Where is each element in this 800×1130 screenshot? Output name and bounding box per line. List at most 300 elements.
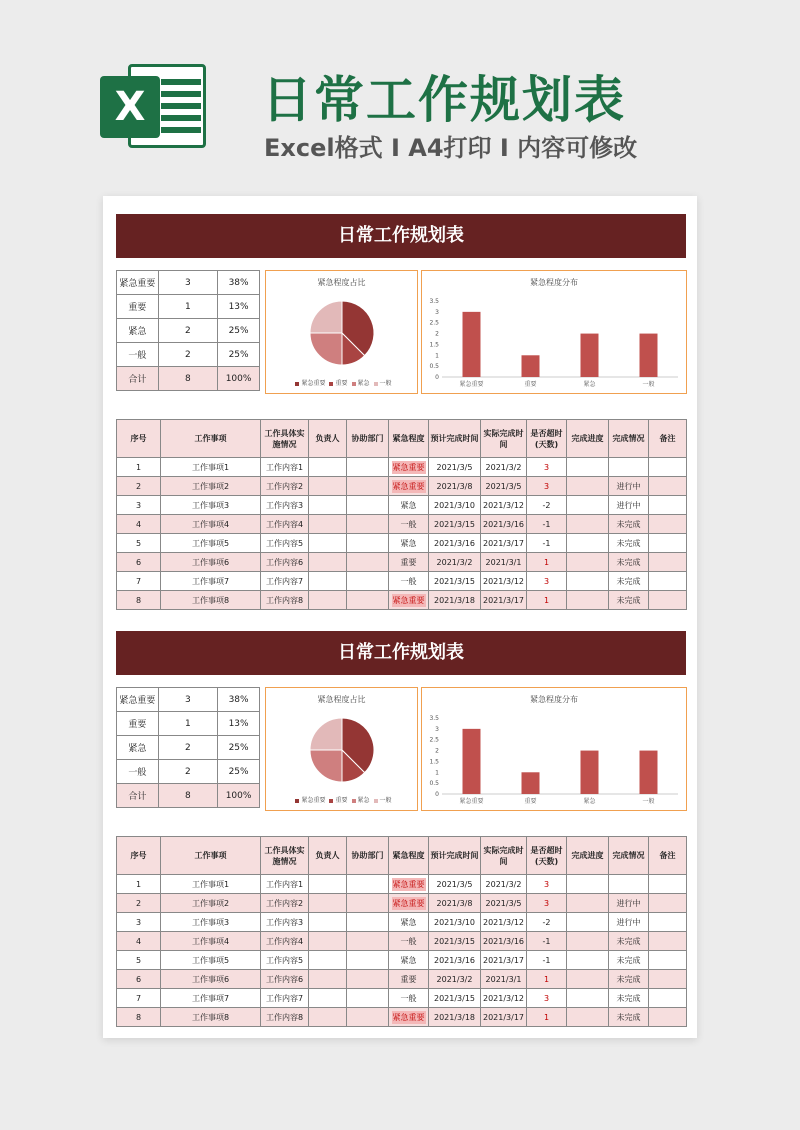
- cell-content[interactable]: 工作内容8: [261, 1008, 309, 1027]
- x-tick-label: 紧急重要: [459, 381, 484, 388]
- cell-over[interactable]: 1: [527, 591, 567, 610]
- cell-content[interactable]: 工作内容4: [261, 932, 309, 951]
- cell-item[interactable]: 工作事项5: [161, 534, 261, 553]
- cell-note[interactable]: [649, 477, 687, 496]
- cell-status[interactable]: 进行中: [609, 477, 649, 496]
- column-header: 紧急程度: [389, 837, 429, 875]
- cell-plan[interactable]: 2021/3/16: [429, 534, 481, 553]
- cell-owner[interactable]: [309, 496, 347, 515]
- cell-progress[interactable]: [567, 932, 609, 951]
- cell-status[interactable]: 未完成: [609, 970, 649, 989]
- column-header: 完成情况: [609, 420, 649, 458]
- cell-progress[interactable]: [567, 496, 609, 515]
- legend-label: 紧急: [357, 797, 370, 804]
- cell-no[interactable]: 2: [117, 894, 161, 913]
- cell-status[interactable]: 未完成: [609, 515, 649, 534]
- cell-urgency[interactable]: 重要: [389, 553, 429, 572]
- cell-owner[interactable]: [309, 477, 347, 496]
- summary-table: [116, 270, 260, 391]
- cell-actual[interactable]: 2021/3/16: [481, 932, 527, 951]
- summary-label: 一般: [117, 343, 159, 367]
- cell-plan[interactable]: 2021/3/2: [429, 553, 481, 572]
- cell-dept[interactable]: [347, 951, 389, 970]
- legend-swatch: [352, 799, 356, 803]
- cell-over[interactable]: 3: [527, 477, 567, 496]
- summary-label: 一般: [117, 760, 159, 784]
- pie-slice: [310, 750, 342, 782]
- cell-dept[interactable]: [347, 970, 389, 989]
- cell-actual[interactable]: 2021/3/5: [481, 894, 527, 913]
- x-tick-label: 一般: [642, 381, 655, 388]
- cell-note[interactable]: [649, 875, 687, 894]
- cell-dept[interactable]: [347, 591, 389, 610]
- cell-status[interactable]: 未完成: [609, 932, 649, 951]
- cell-over[interactable]: -1: [527, 515, 567, 534]
- cell-no[interactable]: 4: [117, 932, 161, 951]
- cell-urgency[interactable]: 紧急: [389, 913, 429, 932]
- cell-plan[interactable]: 2021/3/15: [429, 515, 481, 534]
- cell-progress[interactable]: [567, 875, 609, 894]
- pie-chart-box: [265, 270, 418, 394]
- cell-item[interactable]: 工作事项1: [161, 458, 261, 477]
- cell-plan[interactable]: 2021/3/15: [429, 572, 481, 591]
- summary-row: [117, 712, 260, 736]
- cell-no[interactable]: 6: [117, 553, 161, 572]
- cell-actual[interactable]: 2021/3/12: [481, 572, 527, 591]
- urgent-highlight: 紧急重要: [392, 1012, 425, 1022]
- cell-owner[interactable]: [309, 913, 347, 932]
- cell-content[interactable]: 工作内容3: [261, 913, 309, 932]
- cell-urgency[interactable]: [389, 894, 429, 913]
- legend-label: 重要: [335, 797, 348, 804]
- cell-owner[interactable]: [309, 572, 347, 591]
- legend-label: 一般: [379, 797, 392, 804]
- cell-owner[interactable]: [309, 932, 347, 951]
- cell-content[interactable]: 工作内容4: [261, 515, 309, 534]
- cell-note[interactable]: [649, 989, 687, 1008]
- cell-note[interactable]: [649, 913, 687, 932]
- cell-over[interactable]: -1: [527, 932, 567, 951]
- cell-content[interactable]: 工作内容1: [261, 458, 309, 477]
- cell-progress[interactable]: [567, 553, 609, 572]
- y-tick-label: 0: [435, 374, 439, 381]
- sheet-title-banner: 日常工作规划表: [116, 214, 686, 258]
- pie-legend: [266, 795, 417, 804]
- cell-note[interactable]: [649, 932, 687, 951]
- legend-swatch: [374, 382, 378, 386]
- cell-owner[interactable]: [309, 970, 347, 989]
- cell-progress[interactable]: [567, 894, 609, 913]
- cell-content[interactable]: 工作内容7: [261, 989, 309, 1008]
- table-row: [117, 515, 687, 534]
- legend-label: 重要: [335, 380, 348, 387]
- cell-urgency[interactable]: 一般: [389, 989, 429, 1008]
- cell-note[interactable]: [649, 591, 687, 610]
- cell-note[interactable]: [649, 1008, 687, 1027]
- cell-over[interactable]: 3: [527, 875, 567, 894]
- cell-owner[interactable]: [309, 515, 347, 534]
- cell-owner[interactable]: [309, 534, 347, 553]
- summary-label: 紧急: [117, 319, 159, 343]
- cell-item[interactable]: 工作事项3: [161, 913, 261, 932]
- cell-owner[interactable]: [309, 458, 347, 477]
- cell-plan[interactable]: 2021/3/8: [429, 894, 481, 913]
- cell-item[interactable]: 工作事项1: [161, 875, 261, 894]
- bar: [463, 729, 481, 794]
- summary-label: 紧急: [117, 736, 159, 760]
- bar-chart: [422, 271, 688, 395]
- pie-legend: [266, 378, 417, 387]
- cell-owner[interactable]: [309, 591, 347, 610]
- y-tick-label: 0: [435, 791, 439, 798]
- task-table-header: [117, 420, 687, 458]
- cell-content[interactable]: 工作内容2: [261, 477, 309, 496]
- sheet-title-banner: 日常工作规划表: [116, 631, 686, 675]
- cell-plan[interactable]: 2021/3/5: [429, 875, 481, 894]
- cell-urgency[interactable]: [389, 875, 429, 894]
- summary-row: [117, 688, 260, 712]
- cell-plan[interactable]: 2021/3/15: [429, 932, 481, 951]
- pie-chart: [266, 271, 419, 395]
- cell-content[interactable]: 工作内容5: [261, 534, 309, 553]
- column-header: 负责人: [309, 420, 347, 458]
- legend-swatch: [329, 799, 333, 803]
- cell-dept[interactable]: [347, 534, 389, 553]
- summary-pct: 13%: [218, 712, 260, 736]
- cell-status[interactable]: 进行中: [609, 496, 649, 515]
- cell-progress[interactable]: [567, 913, 609, 932]
- table-row: [117, 591, 687, 610]
- cell-content[interactable]: 工作内容6: [261, 970, 309, 989]
- y-tick-label: 3: [435, 308, 439, 316]
- cell-urgency[interactable]: 一般: [389, 572, 429, 591]
- cell-over[interactable]: -1: [527, 534, 567, 553]
- summary-row: [117, 343, 260, 367]
- summary-label: 重要: [117, 295, 159, 319]
- cell-actual[interactable]: 2021/3/1: [481, 970, 527, 989]
- cell-urgency[interactable]: 一般: [389, 932, 429, 951]
- column-header: 紧急程度: [389, 420, 429, 458]
- cell-content[interactable]: 工作内容5: [261, 951, 309, 970]
- column-header: 完成进度: [567, 837, 609, 875]
- cell-over[interactable]: -2: [527, 496, 567, 515]
- cell-dept[interactable]: [347, 894, 389, 913]
- cell-item[interactable]: 工作事项6: [161, 970, 261, 989]
- table-row: [117, 572, 687, 591]
- cell-item[interactable]: 工作事项4: [161, 515, 261, 534]
- cell-item[interactable]: 工作事项2: [161, 477, 261, 496]
- cell-actual[interactable]: 2021/3/12: [481, 496, 527, 515]
- cell-owner[interactable]: [309, 951, 347, 970]
- summary-pct: 25%: [218, 760, 260, 784]
- cell-no[interactable]: 7: [117, 989, 161, 1008]
- summary-label: 合计: [117, 367, 159, 391]
- cell-over[interactable]: -1: [527, 951, 567, 970]
- page-title: 日常工作规划表: [262, 71, 626, 129]
- cell-no[interactable]: 3: [117, 496, 161, 515]
- urgent-highlight: 紧急重要: [392, 462, 425, 472]
- y-tick-label: 2.5: [429, 736, 439, 744]
- summary-count: 2: [158, 736, 217, 760]
- cell-actual[interactable]: 2021/3/17: [481, 951, 527, 970]
- cell-progress[interactable]: [567, 970, 609, 989]
- legend-swatch: [295, 382, 299, 386]
- legend-swatch: [352, 382, 356, 386]
- column-header: 预计完成时间: [429, 837, 481, 875]
- cell-content[interactable]: 工作内容2: [261, 894, 309, 913]
- pie-chart-title: 紧急程度占比: [317, 278, 366, 287]
- table-row: [117, 951, 687, 970]
- cell-urgency[interactable]: [389, 1008, 429, 1027]
- cell-actual[interactable]: 2021/3/17: [481, 1008, 527, 1027]
- excel-logo-badge: X: [100, 76, 160, 138]
- cell-plan[interactable]: 2021/3/18: [429, 591, 481, 610]
- cell-progress[interactable]: [567, 951, 609, 970]
- cell-actual[interactable]: 2021/3/1: [481, 553, 527, 572]
- table-row: [117, 496, 687, 515]
- cell-plan[interactable]: 2021/3/18: [429, 1008, 481, 1027]
- cell-plan[interactable]: 2021/3/5: [429, 458, 481, 477]
- cell-actual[interactable]: 2021/3/5: [481, 477, 527, 496]
- table-row: [117, 875, 687, 894]
- column-header: 备注: [649, 837, 687, 875]
- cell-note[interactable]: [649, 534, 687, 553]
- cell-item[interactable]: 工作事项8: [161, 1008, 261, 1027]
- table-row: [117, 932, 687, 951]
- summary-row: [117, 784, 260, 808]
- cell-progress[interactable]: [567, 591, 609, 610]
- bar: [581, 334, 599, 377]
- y-tick-label: 0.5: [429, 363, 439, 371]
- cell-no[interactable]: 6: [117, 970, 161, 989]
- cell-item[interactable]: 工作事项7: [161, 572, 261, 591]
- cell-item[interactable]: 工作事项8: [161, 591, 261, 610]
- cell-item[interactable]: 工作事项2: [161, 894, 261, 913]
- table-row: [117, 534, 687, 553]
- cell-dept[interactable]: [347, 989, 389, 1008]
- table-row: [117, 989, 687, 1008]
- cell-owner[interactable]: [309, 1008, 347, 1027]
- cell-actual[interactable]: 2021/3/2: [481, 875, 527, 894]
- pie-slice: [310, 333, 342, 365]
- y-tick-label: 3.5: [429, 298, 439, 305]
- bar-chart-box: [421, 270, 687, 394]
- cell-dept[interactable]: [347, 572, 389, 591]
- cell-status[interactable]: 进行中: [609, 894, 649, 913]
- cell-plan[interactable]: 2021/3/8: [429, 477, 481, 496]
- cell-over[interactable]: 3: [527, 894, 567, 913]
- summary-row: [117, 295, 260, 319]
- cell-content[interactable]: 工作内容6: [261, 553, 309, 572]
- cell-note[interactable]: [649, 572, 687, 591]
- excel-logo-icon: [100, 58, 208, 154]
- cell-owner[interactable]: [309, 989, 347, 1008]
- column-header: 备注: [649, 420, 687, 458]
- cell-no[interactable]: 8: [117, 591, 161, 610]
- cell-no[interactable]: 3: [117, 913, 161, 932]
- cell-plan[interactable]: 2021/3/10: [429, 496, 481, 515]
- cell-actual[interactable]: 2021/3/17: [481, 591, 527, 610]
- cell-plan[interactable]: 2021/3/15: [429, 989, 481, 1008]
- cell-item[interactable]: 工作事项7: [161, 989, 261, 1008]
- cell-dept[interactable]: [347, 875, 389, 894]
- y-tick-label: 3.5: [429, 715, 439, 722]
- cell-progress[interactable]: [567, 477, 609, 496]
- cell-status[interactable]: 未完成: [609, 572, 649, 591]
- cell-urgency[interactable]: [389, 591, 429, 610]
- cell-status[interactable]: 未完成: [609, 534, 649, 553]
- cell-no[interactable]: 2: [117, 477, 161, 496]
- cell-owner[interactable]: [309, 894, 347, 913]
- y-tick-label: 3: [435, 725, 439, 733]
- column-header: 是否超时(天数): [527, 420, 567, 458]
- cell-plan[interactable]: 2021/3/16: [429, 951, 481, 970]
- cell-over[interactable]: 1: [527, 553, 567, 572]
- cell-over[interactable]: 3: [527, 989, 567, 1008]
- cell-no[interactable]: 7: [117, 572, 161, 591]
- table-row: [117, 913, 687, 932]
- cell-note[interactable]: [649, 951, 687, 970]
- y-tick-label: 1.5: [429, 758, 439, 766]
- cell-content[interactable]: 工作内容1: [261, 875, 309, 894]
- cell-item[interactable]: 工作事项4: [161, 932, 261, 951]
- task-table: [116, 419, 687, 610]
- cell-no[interactable]: 5: [117, 534, 161, 553]
- summary-pct: 38%: [218, 271, 260, 295]
- legend-label: 紧急: [357, 380, 370, 387]
- cell-plan[interactable]: 2021/3/10: [429, 913, 481, 932]
- cell-over[interactable]: 3: [527, 572, 567, 591]
- cell-status[interactable]: 进行中: [609, 913, 649, 932]
- cell-note[interactable]: [649, 970, 687, 989]
- cell-no[interactable]: 5: [117, 951, 161, 970]
- x-tick-label: 紧急: [583, 381, 596, 388]
- cell-status[interactable]: 未完成: [609, 591, 649, 610]
- summary-count: 3: [158, 271, 217, 295]
- pie-chart-box: [265, 687, 418, 811]
- cell-actual[interactable]: 2021/3/12: [481, 989, 527, 1008]
- x-tick-label: 紧急: [583, 798, 596, 805]
- cell-note[interactable]: [649, 458, 687, 477]
- legend-label: 紧急重要: [301, 797, 326, 804]
- cell-over[interactable]: 1: [527, 970, 567, 989]
- cell-item[interactable]: 工作事项3: [161, 496, 261, 515]
- summary-label: 紧急重要: [117, 688, 159, 712]
- summary-pct: 25%: [218, 343, 260, 367]
- cell-no[interactable]: 1: [117, 458, 161, 477]
- column-header: 完成情况: [609, 837, 649, 875]
- urgent-highlight: 紧急重要: [392, 879, 425, 889]
- cell-note[interactable]: [649, 553, 687, 572]
- column-header: 工作具体实施情况: [261, 837, 309, 875]
- cell-urgency[interactable]: 紧急: [389, 496, 429, 515]
- cell-owner[interactable]: [309, 875, 347, 894]
- cell-progress[interactable]: [567, 515, 609, 534]
- cell-dept[interactable]: [347, 1008, 389, 1027]
- cell-note[interactable]: [649, 515, 687, 534]
- cell-dept[interactable]: [347, 932, 389, 951]
- summary-pct: 38%: [218, 688, 260, 712]
- column-header: 工作事项: [161, 420, 261, 458]
- bar: [522, 772, 540, 794]
- cell-progress[interactable]: [567, 989, 609, 1008]
- summary-label: 合计: [117, 784, 159, 808]
- cell-progress[interactable]: [567, 1008, 609, 1027]
- cell-no[interactable]: 8: [117, 1008, 161, 1027]
- urgent-highlight: 紧急重要: [392, 898, 425, 908]
- cell-dept[interactable]: [347, 458, 389, 477]
- y-tick-label: 0.5: [429, 780, 439, 788]
- cell-urgency[interactable]: [389, 477, 429, 496]
- cell-actual[interactable]: 2021/3/17: [481, 534, 527, 553]
- cell-status[interactable]: 未完成: [609, 553, 649, 572]
- cell-actual[interactable]: 2021/3/12: [481, 913, 527, 932]
- cell-dept[interactable]: [347, 477, 389, 496]
- cell-content[interactable]: 工作内容7: [261, 572, 309, 591]
- cell-progress[interactable]: [567, 572, 609, 591]
- cell-plan[interactable]: 2021/3/2: [429, 970, 481, 989]
- cell-status[interactable]: [609, 875, 649, 894]
- summary-count: 8: [158, 784, 217, 808]
- cell-over[interactable]: 3: [527, 458, 567, 477]
- task-table: [116, 836, 687, 1027]
- cell-dept[interactable]: [347, 913, 389, 932]
- cell-urgency[interactable]: 一般: [389, 515, 429, 534]
- summary-row: [117, 367, 260, 391]
- summary-row: [117, 736, 260, 760]
- cell-over[interactable]: 1: [527, 1008, 567, 1027]
- cell-urgency[interactable]: 紧急: [389, 951, 429, 970]
- cell-content[interactable]: 工作内容3: [261, 496, 309, 515]
- cell-urgency[interactable]: 紧急: [389, 534, 429, 553]
- cell-status[interactable]: 未完成: [609, 989, 649, 1008]
- cell-no[interactable]: 1: [117, 875, 161, 894]
- cell-dept[interactable]: [347, 515, 389, 534]
- cell-item[interactable]: 工作事项5: [161, 951, 261, 970]
- cell-status[interactable]: [609, 458, 649, 477]
- cell-actual[interactable]: 2021/3/16: [481, 515, 527, 534]
- legend-swatch: [295, 799, 299, 803]
- cell-status[interactable]: 未完成: [609, 1008, 649, 1027]
- cell-content[interactable]: 工作内容8: [261, 591, 309, 610]
- cell-owner[interactable]: [309, 553, 347, 572]
- cell-no[interactable]: 4: [117, 515, 161, 534]
- cell-urgency[interactable]: 重要: [389, 970, 429, 989]
- cell-actual[interactable]: 2021/3/2: [481, 458, 527, 477]
- y-tick-label: 1: [435, 352, 439, 360]
- x-tick-label: 一般: [642, 798, 655, 805]
- cell-progress[interactable]: [567, 458, 609, 477]
- pie-chart-title: 紧急程度占比: [317, 695, 366, 704]
- column-header: 工作具体实施情况: [261, 420, 309, 458]
- summary-pct: 100%: [218, 367, 260, 391]
- cell-status[interactable]: 未完成: [609, 951, 649, 970]
- summary-count: 2: [158, 760, 217, 784]
- y-tick-label: 2: [435, 747, 439, 755]
- urgent-highlight: 紧急重要: [392, 481, 425, 491]
- cell-dept[interactable]: [347, 496, 389, 515]
- page-header: [0, 0, 800, 190]
- cell-progress[interactable]: [567, 534, 609, 553]
- cell-item[interactable]: 工作事项6: [161, 553, 261, 572]
- page-subtitle: Excel格式 I A4打印 I 内容可修改: [264, 134, 638, 162]
- cell-dept[interactable]: [347, 553, 389, 572]
- cell-note[interactable]: [649, 894, 687, 913]
- summary-count: 2: [158, 343, 217, 367]
- cell-over[interactable]: -2: [527, 913, 567, 932]
- cell-urgency[interactable]: [389, 458, 429, 477]
- cell-note[interactable]: [649, 496, 687, 515]
